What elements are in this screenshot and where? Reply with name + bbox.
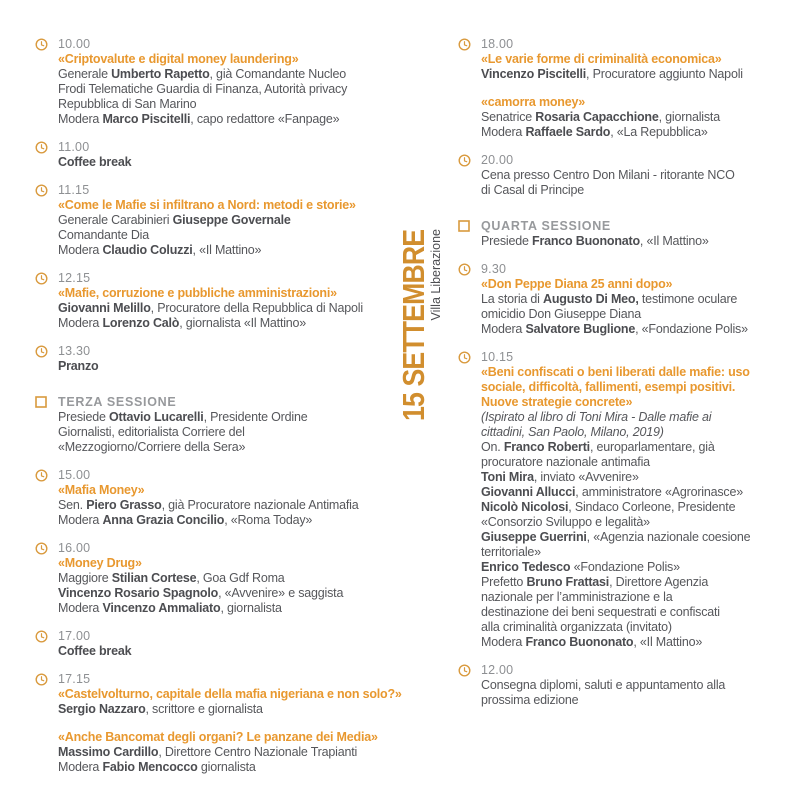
time-label: 9.30 (481, 262, 507, 276)
time-label: 10.15 (481, 350, 514, 364)
event-title: «Mafia Money» (58, 483, 145, 497)
event-title: «Castelvolturno, capitale della mafia nigeriana e non solo?» (58, 687, 402, 701)
time-label: 12.15 (58, 271, 91, 285)
schedule-item (35, 37, 417, 127)
clock-icon (35, 542, 48, 555)
clock-icon (458, 351, 471, 364)
body-line: «Consorzio Sviluppo e legalità» (481, 515, 650, 529)
banner-venue-text: Villa Liberazione (429, 229, 443, 321)
body-line: nazionale per l’amministrazione e la (481, 590, 673, 604)
body-line: Presiede Ottavio Lucarelli, Presidente Ordine (58, 410, 308, 424)
body-line: «Mezzogiorno/Corriere della Sera» (58, 440, 246, 454)
time-label: 11.15 (58, 183, 90, 197)
time-label: 20.00 (481, 153, 514, 167)
time-label: 15.00 (58, 468, 91, 482)
event-title: «Mafie, corruzione e pubbliche amministrazioni» (58, 286, 337, 300)
body-line: Senatrice Rosaria Capacchione, giornalista (481, 110, 720, 124)
schedule-item (458, 95, 794, 140)
body-line: (Ispirato al libro di Toni Mira - Dalle mafie ai (481, 410, 712, 424)
session-title: TERZA SESSIONE (58, 395, 177, 409)
schedule-item (35, 468, 417, 528)
body-line: territoriale» (481, 545, 541, 559)
schedule-item (458, 350, 794, 650)
session-square-icon (35, 396, 47, 408)
body-line: Modera Salvatore Buglione, «Fondazione Polis» (481, 322, 748, 336)
body-line: Comandante Dia (58, 228, 150, 242)
schedule-column-right (458, 37, 794, 721)
body-line: Presiede Franco Buononato, «Il Mattino» (481, 234, 709, 248)
body-line: On. Franco Roberti, europarlamentare, già (481, 440, 715, 454)
body-line: Modera Vincenzo Ammaliato, giornalista (58, 601, 282, 615)
body-line: Cena presso Centro Don Milani - ritorante NCO (481, 168, 735, 182)
session-header (35, 395, 417, 455)
time-label: 17.15 (58, 672, 91, 686)
body-line: prossima edizione (481, 693, 579, 707)
event-title: «Don Peppe Diana 25 anni dopo» (481, 277, 673, 291)
schedule-item (35, 672, 417, 717)
body-line: Modera Fabio Mencocco giornalista (58, 760, 256, 774)
time-label: 17.00 (58, 629, 91, 643)
body-line: omicidio Don Giuseppe Diana (481, 307, 641, 321)
body-line: Modera Franco Buononato, «Il Mattino» (481, 635, 703, 649)
body-line: destinazione dei beni sequestrati e confiscati (481, 605, 720, 619)
body-line: alla criminalità organizzata (invitato) (481, 620, 672, 634)
event-title: «Anche Bancomat degli organi? Le panzane dei Media» (58, 730, 378, 744)
body-line: Modera Marco Piscitelli, capo redattore «Fanpage» (58, 112, 340, 126)
schedule-item (458, 37, 794, 82)
body-line: Modera Anna Grazia Concilio, «Roma Today» (58, 513, 313, 527)
event-title: Nuove strategie concrete» (481, 395, 633, 409)
body-line: Consegna diplomi, saluti e appuntamento alla (481, 678, 726, 692)
clock-icon (35, 184, 48, 197)
clock-icon (458, 664, 471, 677)
clock-icon (458, 154, 471, 167)
body-line: Massimo Cardillo, Direttore Centro Nazionale Trapianti (58, 745, 358, 759)
banner-date-text: 15 SETTEMBRE (396, 229, 431, 421)
schedule-item (35, 140, 417, 170)
body-line: Enrico Tedesco «Fondazione Polis» (481, 560, 680, 574)
body-line: Generale Carabinieri Giuseppe Governale (58, 213, 291, 227)
clock-icon (35, 345, 48, 358)
body-line: Vincenzo Piscitelli, Procuratore aggiunto Napoli (481, 67, 743, 81)
body-line: cittadini, San Paolo, Milano, 2019) (481, 425, 664, 439)
clock-icon (458, 263, 471, 276)
body-line: Frodi Telematiche Guardia di Finanza, Autorità privacy (58, 82, 348, 96)
body-line: Toni Mira, inviato «Avvenire» (481, 470, 639, 484)
body-line: Prefetto Bruno Frattasi, Direttore Agenzia (481, 575, 709, 589)
date-banner (396, 229, 443, 421)
body-line: Pranzo (58, 359, 99, 373)
schedule-column-left (35, 37, 417, 788)
time-label: 18.00 (481, 37, 514, 51)
event-title: «camorra money» (481, 95, 586, 109)
body-line: di Casal di Principe (481, 183, 584, 197)
schedule-item (35, 541, 417, 616)
clock-icon (35, 38, 48, 51)
clock-icon (35, 272, 48, 285)
body-line: Giuseppe Guerrini, «Agenzia nazionale coesione (481, 530, 751, 544)
body-line: Giovanni Allucci, amministratore «Agrorinasce» (481, 485, 743, 499)
schedule-item (458, 262, 794, 337)
clock-icon (35, 630, 48, 643)
schedule-item (35, 730, 417, 775)
body-line: Sergio Nazzaro, scrittore e giornalista (58, 702, 263, 716)
body-line: Giovanni Melillo, Procuratore della Repubblica di Napoli (58, 301, 363, 315)
time-label: 10.00 (58, 37, 91, 51)
schedule-item (458, 663, 794, 708)
session-title: QUARTA SESSIONE (481, 219, 611, 233)
clock-icon (35, 469, 48, 482)
body-line: Sen. Piero Grasso, già Procuratore nazionale Antimafia (58, 498, 359, 512)
body-line: La storia di Augusto Di Meo, testimone oculare (481, 292, 738, 306)
clock-icon (35, 673, 48, 686)
schedule-item (35, 271, 417, 331)
body-line: Modera Raffaele Sardo, «La Repubblica» (481, 125, 708, 139)
body-line: Vincenzo Rosario Spagnolo, «Avvenire» e saggista (58, 586, 344, 600)
time-label: 12.00 (481, 663, 514, 677)
event-title: «Le varie forme di criminalità economica» (481, 52, 722, 66)
event-title: «Come le Mafie si infiltrano a Nord: metodi e storie» (58, 198, 356, 212)
event-title: «Money Drug» (58, 556, 142, 570)
body-line: Coffee break (58, 644, 132, 658)
time-label: 13.30 (58, 344, 91, 358)
time-label: 11.00 (58, 140, 90, 154)
time-label: 16.00 (58, 541, 91, 555)
session-header (458, 219, 794, 249)
body-line: Coffee break (58, 155, 132, 169)
schedule-item (35, 183, 417, 258)
body-line: Generale Umberto Rapetto, già Comandante Nucleo (58, 67, 346, 81)
body-line: Modera Lorenzo Calò, giornalista «Il Mattino» (58, 316, 307, 330)
body-line: procuratore nazionale antimafia (481, 455, 650, 469)
schedule-item (35, 344, 417, 374)
event-title: «Beni confiscati o beni liberati dalle mafie: uso (481, 365, 750, 379)
event-title: sociale, difficoltà, fallimenti, esempi positivi. (481, 380, 736, 394)
schedule-item (458, 153, 794, 198)
event-title: «Criptovalute e digital money laundering» (58, 52, 299, 66)
body-line: Nicolò Nicolosi, Sindaco Corleone, Presidente (481, 500, 736, 514)
body-line: Giornalisti, editorialista Corriere del (58, 425, 245, 439)
body-line: Repubblica di San Marino (58, 97, 197, 111)
body-line: Modera Claudio Coluzzi, «Il Mattino» (58, 243, 262, 257)
session-square-icon (458, 220, 470, 232)
clock-icon (35, 141, 48, 154)
clock-icon (458, 38, 471, 51)
schedule-item (35, 629, 417, 659)
body-line: Maggiore Stilian Cortese, Goa Gdf Roma (58, 571, 285, 585)
